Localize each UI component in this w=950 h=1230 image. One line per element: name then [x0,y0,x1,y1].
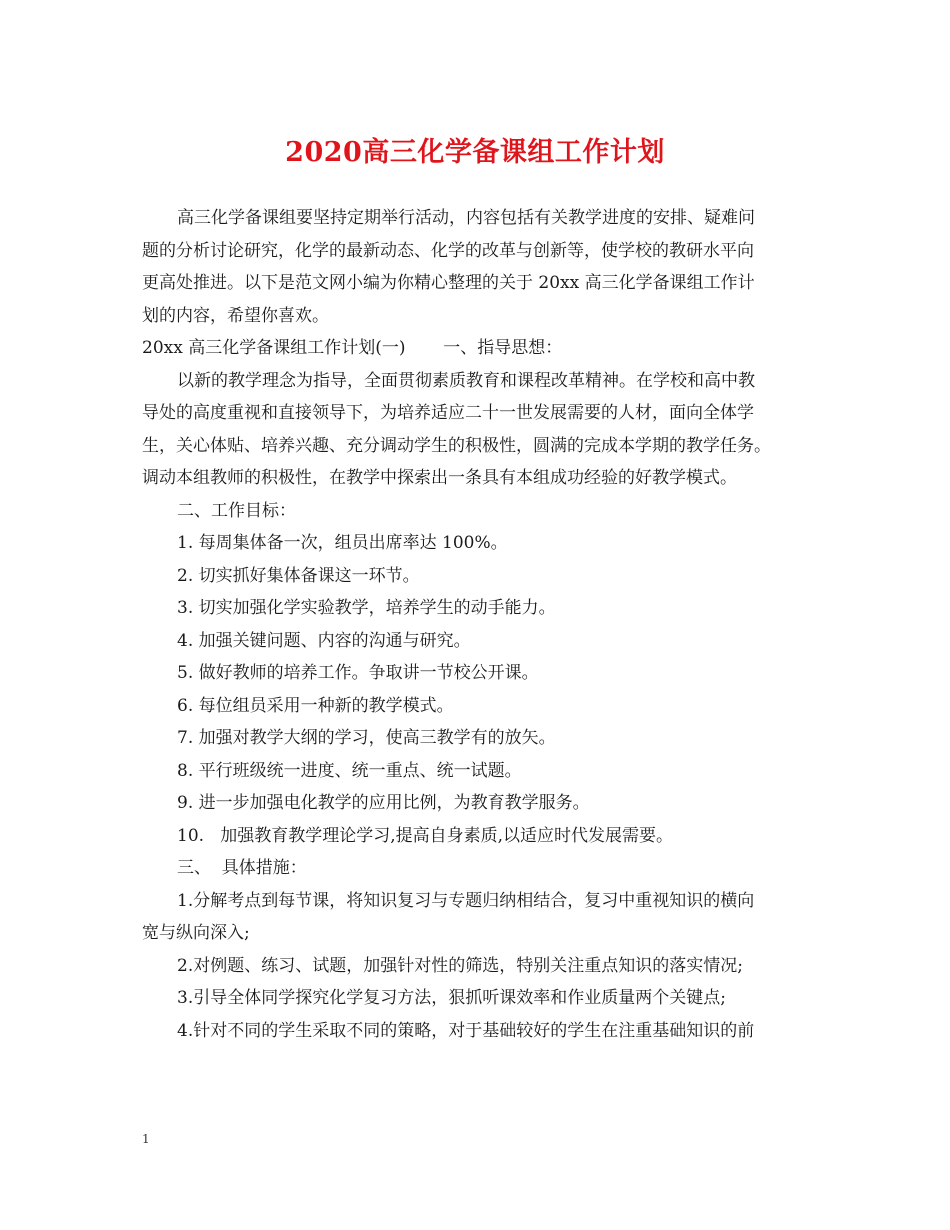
text-line: 以新的教学理念为指导，全面贯彻素质教育和课程改革精神。在学校和高中教 [177,370,755,391]
text-line: 题的分析讨论研究，化学的最新动态、化学的改革与创新等，使学校的教研水平向 [142,240,754,261]
text-line: 4.针对不同的学生采取不同的策略，对于基础较好的学生在注重基础知识的前 [177,1020,755,1041]
text-line: 划的内容，希望你喜欢。 [142,305,329,326]
page-number: 1 [142,1132,150,1146]
text-line: 1.分解考点到每节课，将知识复习与专题归纳相结合，复习中重视知识的横向 [177,890,755,911]
text-line: 6. 每位组员采用一种新的教学模式。 [177,695,454,716]
text-line: 2.对例题、练习、试题，加强针对性的筛选，特别关注重点知识的落实情况; [177,955,743,976]
text-line: 7. 加强对教学大纲的学习，使高三教学有的放矢。 [177,728,556,748]
text-line: 8. 平行班级统一进度、统一重点、统一试题。 [177,760,522,781]
text-line: 5. 做好教师的培养工作。争取讲一节校公开课。 [177,663,539,683]
text-line: 9. 进一步加强电化教学的应用比例，为教育教学服务。 [177,793,590,813]
text-line: 3. 切实加强化学实验教学，培养学生的动手能力。 [177,598,556,618]
document-title: 2020高三化学备课组工作计划 [285,137,665,168]
text-line: 10. 加强教育教学理论学习,提高自身素质,以适应时代发展需要。 [177,825,674,846]
text-line: 20xx 高三化学备课组工作计划(一) 一、指导思想： [142,338,563,358]
text-line: 3.引导全体同学探究化学复习方法，狠抓听课效率和作业质量两个关键点; [177,988,726,1008]
text-line: 2. 切实抓好集体备课这一环节。 [177,565,420,586]
text-line: 高三化学备课组要坚持定期举行活动，内容包括有关教学进度的安排、疑难问 [177,208,755,228]
text-line: 二、工作目标： [177,500,296,521]
text-line: 调动本组教师的积极性，在教学中探索出一条具有本组成功经验的好教学模式。 [142,468,737,488]
text-line: 更高处推进。以下是范文网小编为你精心整理的关于 20xx 高三化学备课组工作计 [142,273,755,293]
text-line: 宽与纵向深入; [142,923,250,943]
text-line: 1. 每周集体备一次，组员出席率达 100%。 [177,533,508,553]
document-body [142,202,822,1047]
text-line: 导处的高度重视和直接领导下，为培养适应二十一世发展需要的人材，面向全体学 [142,403,754,423]
text-line: 4. 加强关键问题、内容的沟通与研究。 [177,630,471,651]
text-line: 生，关心体贴、培养兴趣、充分调动学生的积极性，圆满的完成本学期的教学任务。 [142,435,771,456]
text-line: 三、 具体措施： [177,858,307,878]
